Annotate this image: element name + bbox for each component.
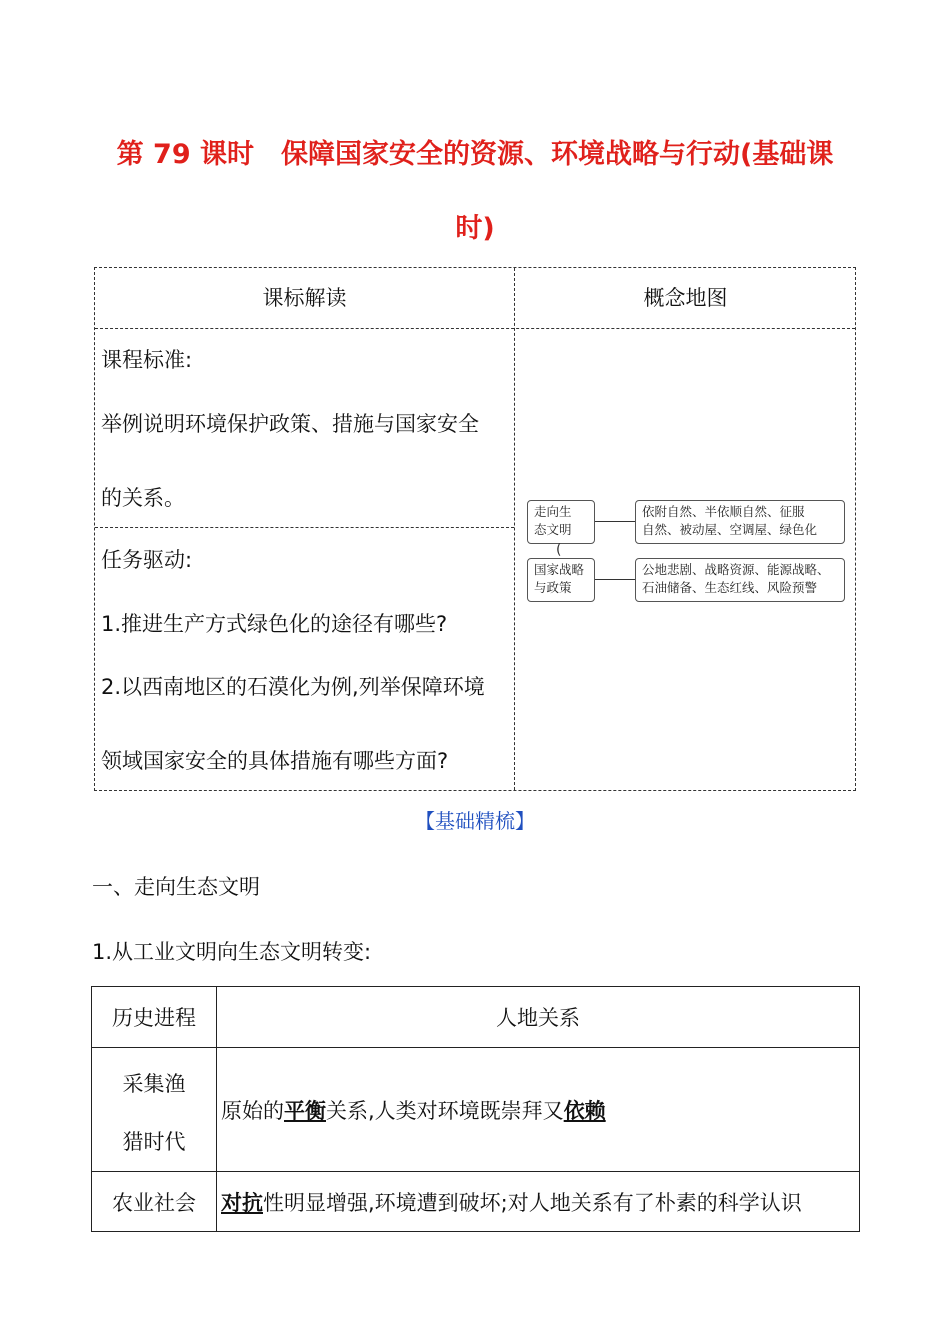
table-row — [92, 1048, 860, 1172]
stage-table — [91, 986, 860, 1232]
page-title-continued: 时) — [455, 213, 495, 244]
intro-table — [94, 267, 856, 791]
task-item-2-line1: 2.以西南地区的石漠化为例,列举保障环境 — [101, 675, 485, 699]
column-header-stage: 历史进程 — [92, 987, 217, 1048]
subheading-transition: 1.从工业文明向生态文明转变: — [92, 940, 372, 964]
connector-line — [595, 521, 635, 522]
relation-cell: 原始的平衡关系,人类对环境既崇拜又依赖 — [217, 1048, 860, 1172]
standard-text-line2: 的关系。 — [101, 486, 185, 510]
standard-label: 课程标准: — [101, 348, 193, 372]
relation-cell: 对抗性明显增强,环境遭到破坏;对人地关系有了朴素的科学认识 — [217, 1172, 860, 1232]
row-divider — [95, 527, 514, 528]
concept-node-national-strategy: 国家战略 与政策 — [527, 558, 595, 602]
header-curriculum: 课标解读 — [262, 286, 347, 310]
column-header-relation: 人地关系 — [217, 987, 860, 1048]
connector-line — [595, 579, 635, 580]
header-concept-map: 概念地图 — [643, 286, 728, 310]
page-title: 第 79 课时 保障国家安全的资源、环境战略与行动(基础课 — [116, 139, 834, 170]
table-header-row — [92, 987, 860, 1048]
task-item-2-line2: 领域国家安全的具体措施有哪些方面? — [101, 749, 449, 773]
task-item-1: 1.推进生产方式绿色化的途径有哪些? — [101, 612, 448, 636]
table-row — [92, 1172, 860, 1232]
section-heading: 【基础精梳】 — [415, 809, 535, 833]
stage-cell: 采集渔 猎时代 — [92, 1048, 217, 1172]
bracket-mark: ( — [556, 542, 562, 558]
stage-cell: 农业社会 — [92, 1172, 217, 1232]
column-divider — [514, 268, 515, 790]
standard-text-line1: 举例说明环境保护政策、措施与国家安全 — [101, 412, 479, 436]
heading-ecological-civilization: 一、走向生态文明 — [92, 875, 260, 899]
concept-node-ecological-civilization: 走向生 态文明 — [527, 500, 595, 544]
concept-detail-ecological-civilization: 依附自然、半依顺自然、征服 自然、被动屋、空调屋、绿色化 — [635, 500, 845, 544]
header-divider — [95, 328, 855, 329]
task-label: 任务驱动: — [101, 548, 193, 572]
concept-detail-national-strategy: 公地悲剧、战略资源、能源战略、 石油储备、生态红线、风险预警 — [635, 558, 845, 602]
